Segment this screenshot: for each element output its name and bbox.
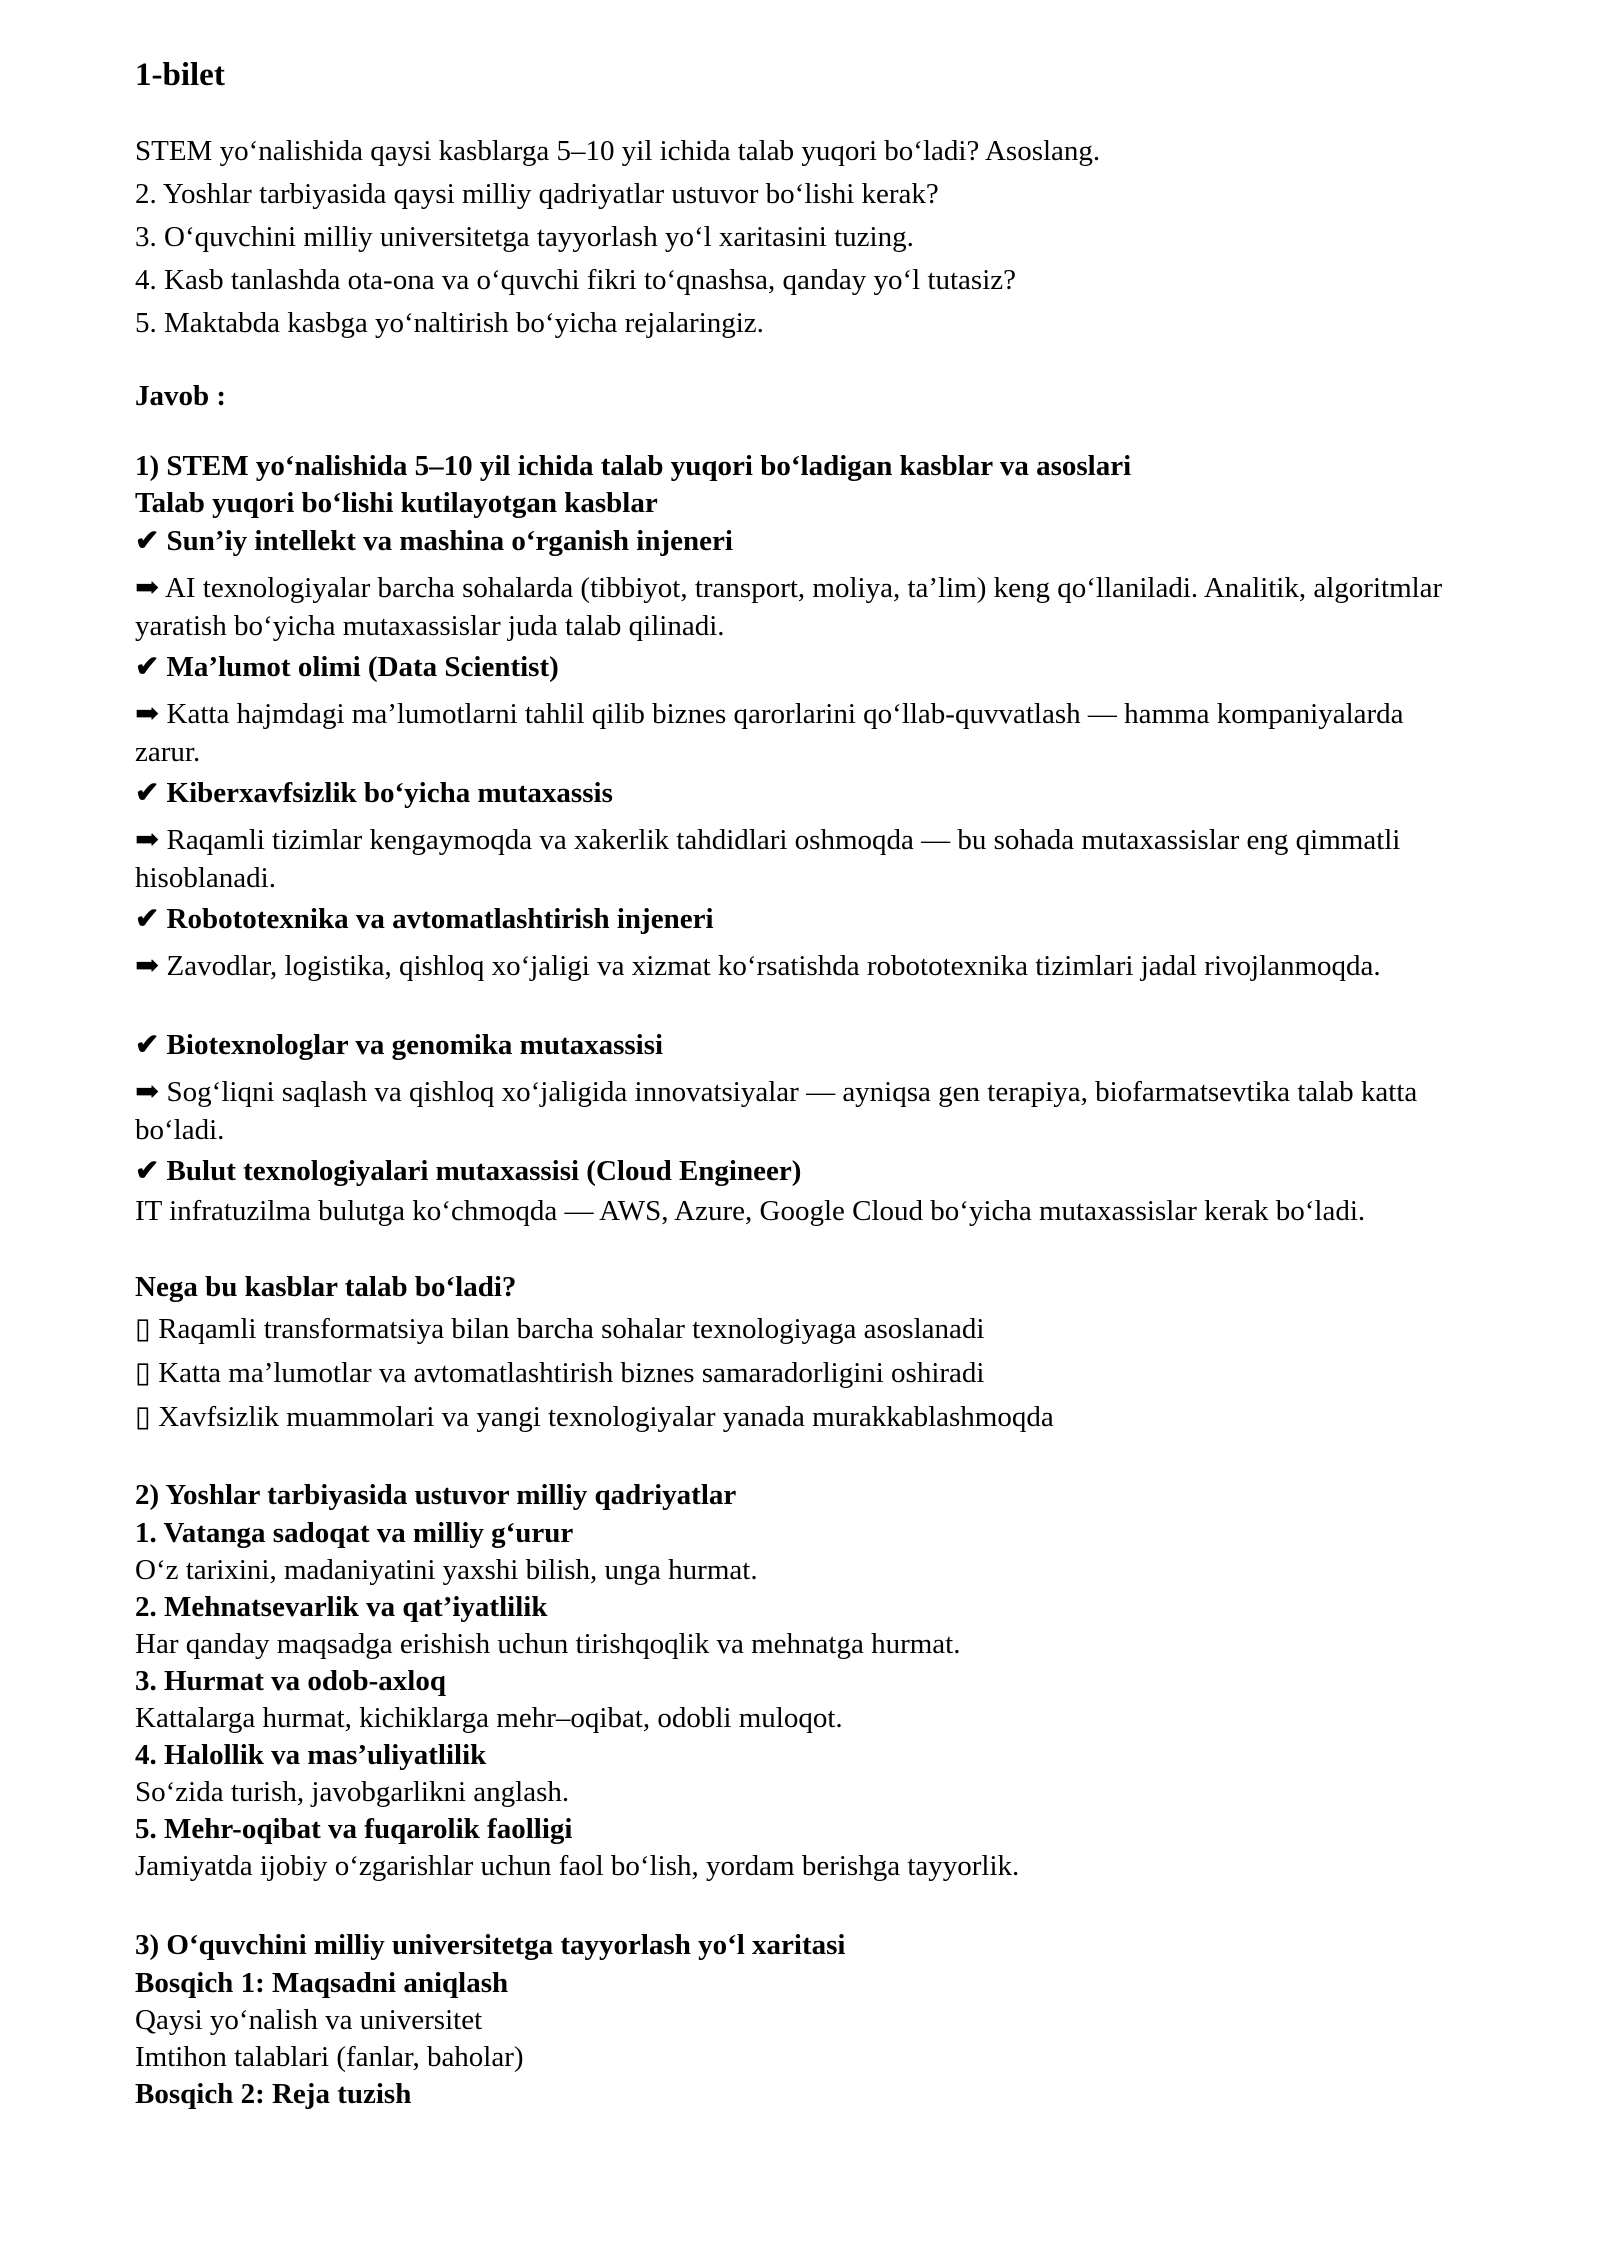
value-title: 5. Mehr-oqibat va fuqarolik faolligi bbox=[135, 1813, 573, 1845]
job-title: ✔ Sun’iy intellekt va mashina o‘rganish injeneri bbox=[135, 525, 733, 557]
job-description: ➡ AI texnologiyalar barcha sohalarda (tibbiyot, transport, moliya, ta’lim) keng qo‘llaniladi. Analitik, algoritmlar yaratish bo‘yicha mutaxassislar juda talab qilinadi. bbox=[135, 572, 1443, 642]
job-title: ✔ Biotexnologlar va genomika mutaxassisi bbox=[135, 1029, 664, 1061]
stage-1-title: Bosqich 1: Maqsadni aniqlash bbox=[135, 1967, 509, 1999]
value-title: 3. Hurmat va odob-axloq bbox=[135, 1665, 446, 1697]
why-heading: Nega bu kasblar talab bo‘ladi? bbox=[135, 1271, 517, 1303]
reason-item: ▯ Xavfsizlik muammolari va yangi texnologiyalar yanada murakkablashmoqda bbox=[135, 1401, 1054, 1433]
section-3 bbox=[135, 1927, 1475, 2113]
question-5: 5. Maktabda kasbga yo‘naltirish bo‘yicha rejalaringiz. bbox=[135, 307, 764, 339]
value-description: Kattalarga hurmat, kichiklarga mehr–oqibat, odobli muloqot. bbox=[135, 1702, 843, 1734]
value-title: 4. Halollik va mas’uliyatlilik bbox=[135, 1739, 487, 1771]
answer-label: Javob : bbox=[135, 380, 227, 412]
value-title: 2. Mehnatsevarlik va qat’iyatlilik bbox=[135, 1591, 548, 1623]
job-description: ➡ Katta hajmdagi ma’lumotlarni tahlil qilib biznes qarorlarini qo‘llab-quvvatlash — hamma kompaniyalarda zarur. bbox=[135, 698, 1404, 768]
job-description: ➡ Sog‘liqni saqlash va qishloq xo‘jaligida innovatsiyalar — ayniqsa gen terapiya, biofarmatsevtika talab katta bo‘ladi. bbox=[135, 1076, 1418, 1146]
stage-2-title: Bosqich 2: Reja tuzish bbox=[135, 2078, 412, 2110]
job-title: ✔ Ma’lumot olimi (Data Scientist) bbox=[135, 651, 559, 683]
question-2: 2. Yoshlar tarbiyasida qaysi milliy qadriyatlar ustuvor bo‘lishi kerak? bbox=[135, 178, 939, 210]
reason-item: ▯ Katta ma’lumotlar va avtomatlashtirish biznes samaradorligini oshiradi bbox=[135, 1357, 985, 1389]
job-title: ✔ Robototexnika va avtomatlashtirish injeneri bbox=[135, 903, 714, 935]
section-2-heading: 2) Yoshlar tarbiyasida ustuvor milliy qadriyatlar bbox=[135, 1479, 737, 1511]
stage-1-item: Qaysi yo‘nalish va universitet bbox=[135, 2004, 483, 2036]
section-3-heading: 3) O‘quvchini milliy universitetga tayyorlash yo‘l xaritasi bbox=[135, 1929, 846, 1961]
section-1-heading: 1) STEM yo‘nalishida 5–10 yil ichida talab yuqori bo‘ladigan kasblar va asoslari bbox=[135, 450, 1132, 482]
value-description: Jamiyatda ijobiy o‘zgarishlar uchun faol bo‘lish, yordam berishga tayyorlik. bbox=[135, 1850, 1020, 1882]
value-description: Har qanday maqsadga erishish uchun tirishqoqlik va mehnatga hurmat. bbox=[135, 1628, 961, 1660]
section-2 bbox=[135, 1477, 1475, 1885]
value-title: 1. Vatanga sadoqat va milliy g‘urur bbox=[135, 1517, 574, 1549]
job-description: ➡ Raqamli tizimlar kengaymoqda va xakerlik tahdidlari oshmoqda — bu sohada mutaxassislar eng qimmatli hisoblanadi. bbox=[135, 824, 1401, 894]
section-1-subheading: Talab yuqori bo‘lishi kutilayotgan kasblar bbox=[135, 487, 658, 519]
question-4: 4. Kasb tanlashda ota-ona va o‘quvchi fikri to‘qnashsa, qanday yo‘l tutasiz? bbox=[135, 264, 1017, 296]
question-1: STEM yo‘nalishida qaysi kasblarga 5–10 yil ichida talab yuqori bo‘ladi? Asoslang. bbox=[135, 135, 1101, 167]
stage-1-item: Imtihon talablari (fanlar, baholar) bbox=[135, 2041, 524, 2073]
reason-item: ▯ Raqamli transformatsiya bilan barcha sohalar texnologiyaga asoslanadi bbox=[135, 1313, 985, 1345]
value-description: O‘z tarixini, madaniyatini yaxshi bilish, unga hurmat. bbox=[135, 1554, 758, 1586]
section-1 bbox=[135, 448, 1475, 1443]
value-description: So‘zida turish, javobgarlikni anglash. bbox=[135, 1776, 570, 1808]
job-description: IT infratuzilma bulutga ko‘chmoqda — AWS, Azure, Google Cloud bo‘yicha mutaxassislar kerak bo‘ladi. bbox=[135, 1195, 1366, 1227]
job-title: ✔ Bulut texnologiyalari mutaxassisi (Cloud Engineer) bbox=[135, 1155, 802, 1187]
job-description: ➡ Zavodlar, logistika, qishloq xo‘jaligi va xizmat ko‘rsatishda robototexnika tizimlari jadal rivojlanmoqda. bbox=[135, 950, 1381, 982]
questions-list bbox=[135, 133, 1475, 348]
job-title: ✔ Kiberxavfsizlik bo‘yicha mutaxassis bbox=[135, 777, 613, 809]
page-title: 1-bilet bbox=[135, 57, 225, 93]
question-3: 3. O‘quvchini milliy universitetga tayyorlash yo‘l xaritasini tuzing. bbox=[135, 221, 914, 253]
